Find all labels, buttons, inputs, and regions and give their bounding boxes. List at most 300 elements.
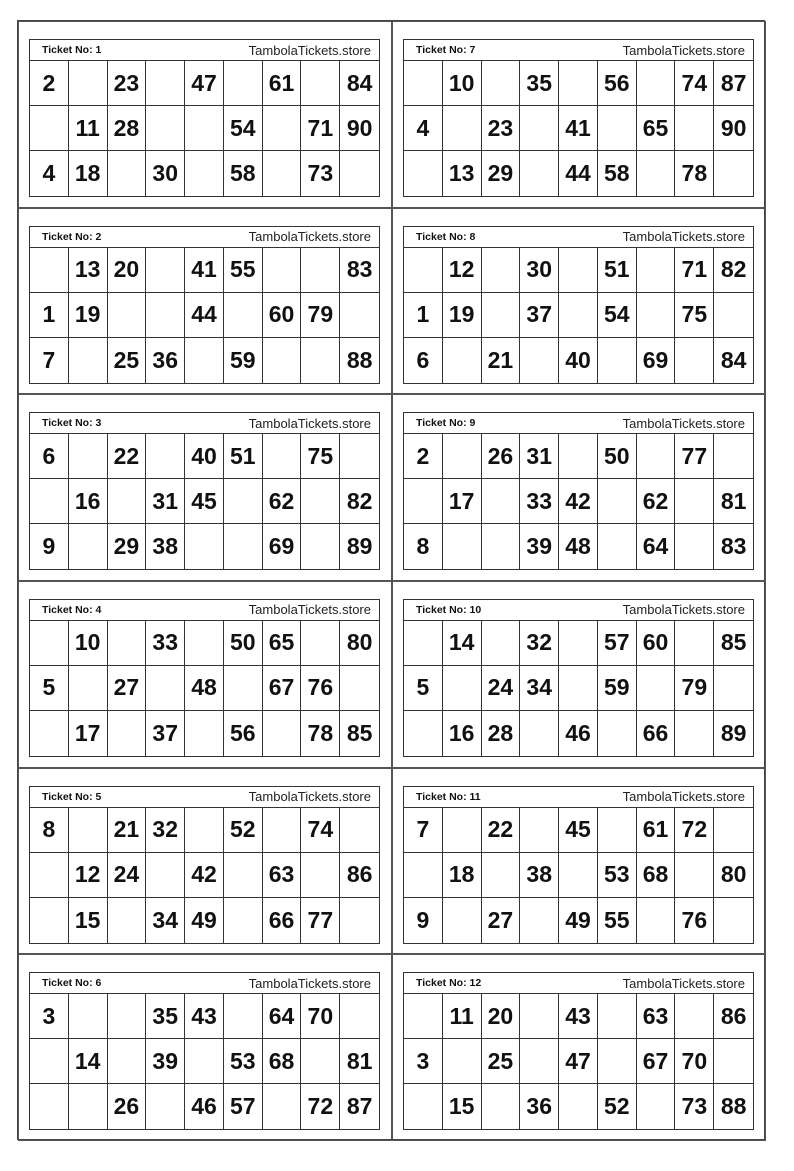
empty-cell — [637, 293, 676, 338]
empty-cell — [263, 248, 302, 293]
number-cell: 29 — [482, 151, 521, 196]
empty-cell — [637, 434, 676, 479]
number-cell: 25 — [108, 338, 147, 383]
number-cell: 82 — [714, 248, 753, 293]
ticket-cell — [392, 21, 766, 208]
number-cell: 67 — [263, 666, 302, 711]
number-cell: 21 — [108, 808, 147, 853]
empty-cell — [482, 621, 521, 666]
empty-cell — [263, 338, 302, 383]
number-cell: 20 — [108, 248, 147, 293]
empty-cell — [301, 1039, 340, 1084]
empty-cell — [146, 1084, 185, 1129]
number-cell: 65 — [263, 621, 302, 666]
number-cell: 26 — [108, 1084, 147, 1129]
ticket-number: Ticket No: 8 — [416, 230, 476, 243]
ticket-cell — [18, 768, 392, 955]
number-cell: 12 — [69, 853, 108, 898]
number-cell: 70 — [675, 1039, 714, 1084]
ticket-header — [404, 600, 753, 621]
empty-cell — [637, 666, 676, 711]
empty-cell — [301, 338, 340, 383]
number-cell: 87 — [714, 61, 753, 106]
number-cell: 23 — [108, 61, 147, 106]
number-cell: 76 — [301, 666, 340, 711]
number-cell: 51 — [224, 434, 263, 479]
ticket-header — [30, 787, 379, 808]
number-cell: 24 — [482, 666, 521, 711]
empty-cell — [301, 524, 340, 569]
ticket-header — [30, 973, 379, 994]
number-cell: 47 — [185, 61, 224, 106]
number-cell: 55 — [598, 898, 637, 943]
empty-cell — [185, 1039, 224, 1084]
number-cell: 43 — [185, 994, 224, 1039]
ticket-grid — [30, 248, 379, 383]
empty-cell — [559, 666, 598, 711]
number-cell: 46 — [185, 1084, 224, 1129]
number-cell: 3 — [30, 994, 69, 1039]
empty-cell — [404, 61, 443, 106]
number-cell: 60 — [637, 621, 676, 666]
number-cell: 84 — [720, 346, 747, 373]
ticket-number: Ticket No: 7 — [416, 44, 476, 56]
empty-cell — [520, 898, 559, 943]
empty-cell — [637, 898, 676, 943]
ticket-header — [404, 40, 753, 61]
empty-cell — [559, 248, 598, 293]
ticket-number: Ticket No: 1 — [42, 44, 102, 56]
empty-cell — [185, 621, 224, 666]
number-cell: 4 — [404, 106, 443, 151]
number-cell: 51 — [598, 248, 637, 293]
number-cell: 39 — [146, 1039, 185, 1084]
number-cell: 29 — [108, 524, 147, 569]
empty-cell — [559, 61, 598, 106]
empty-cell — [340, 151, 379, 196]
ticket-sheet — [17, 20, 765, 1140]
empty-cell — [443, 434, 482, 479]
number-cell: 83 — [720, 533, 747, 560]
number-cell: 31 — [146, 479, 185, 524]
number-cell: 86 — [340, 853, 379, 898]
number-cell: 80 — [714, 853, 753, 898]
number-cell: 67 — [637, 1039, 676, 1084]
ticket-header — [404, 413, 753, 434]
number-cell: 54 — [598, 293, 637, 338]
empty-cell — [598, 711, 637, 756]
empty-cell — [224, 524, 263, 569]
ticket-5 — [29, 786, 380, 944]
empty-cell — [340, 293, 379, 338]
empty-cell — [108, 151, 147, 196]
number-cell: 37 — [520, 293, 559, 338]
number-cell: 61 — [263, 61, 302, 106]
empty-cell — [30, 1039, 69, 1084]
ticket-number: Ticket No: 11 — [416, 790, 481, 803]
ticket-grid — [30, 808, 379, 943]
number-cell: 17 — [443, 479, 482, 524]
ticket-cell — [392, 954, 766, 1141]
number-cell: 83 — [340, 248, 379, 293]
empty-cell — [714, 151, 753, 196]
ticket-cell — [18, 208, 392, 395]
number-cell: 88 — [720, 1093, 747, 1120]
number-cell: 27 — [108, 666, 147, 711]
empty-cell — [520, 808, 559, 853]
number-cell: 77 — [675, 434, 714, 479]
number-cell: 50 — [224, 621, 263, 666]
empty-cell — [301, 853, 340, 898]
ticket-7 — [403, 39, 754, 197]
empty-cell — [404, 479, 443, 524]
number-cell: 52 — [598, 1084, 637, 1129]
empty-cell — [675, 621, 714, 666]
number-cell: 85 — [346, 719, 373, 746]
number-cell: 52 — [224, 808, 263, 853]
empty-cell — [224, 293, 263, 338]
empty-cell — [482, 293, 521, 338]
empty-cell — [224, 479, 263, 524]
empty-cell — [69, 338, 108, 383]
empty-cell — [598, 479, 637, 524]
number-cell: 70 — [301, 994, 340, 1039]
empty-cell — [675, 106, 714, 151]
number-cell: 2 — [30, 61, 69, 106]
empty-cell — [404, 621, 443, 666]
empty-cell — [714, 434, 753, 479]
empty-cell — [482, 479, 521, 524]
brand-label: TambolaTickets.store — [622, 789, 745, 805]
ticket-2 — [29, 226, 380, 384]
number-cell: 19 — [443, 293, 482, 338]
ticket-grid — [30, 434, 379, 569]
number-cell: 44 — [559, 151, 598, 196]
ticket-number: Ticket No: 3 — [42, 417, 102, 430]
number-cell: 33 — [520, 479, 559, 524]
ticket-11 — [403, 786, 754, 944]
ticket-9 — [403, 412, 754, 570]
number-cell: 79 — [301, 293, 340, 338]
ticket-number: Ticket No: 2 — [42, 230, 102, 243]
number-cell: 25 — [482, 1039, 521, 1084]
number-cell: 2 — [404, 434, 443, 479]
number-cell: 64 — [263, 994, 302, 1039]
empty-cell — [482, 853, 521, 898]
empty-cell — [108, 293, 147, 338]
number-cell: 73 — [675, 1084, 714, 1129]
empty-cell — [69, 1084, 108, 1129]
empty-cell — [30, 248, 69, 293]
number-cell: 6 — [404, 338, 443, 383]
number-cell: 21 — [482, 338, 521, 383]
number-cell: 40 — [185, 434, 224, 479]
empty-cell — [443, 106, 482, 151]
ticket-header — [30, 413, 379, 434]
empty-cell — [185, 524, 224, 569]
empty-cell — [263, 808, 302, 853]
empty-cell — [340, 666, 379, 711]
empty-cell — [301, 479, 340, 524]
empty-cell — [637, 248, 676, 293]
empty-cell — [559, 853, 598, 898]
empty-cell — [714, 898, 753, 943]
number-cell: 22 — [108, 434, 147, 479]
number-cell: 11 — [69, 106, 108, 151]
brand-label: TambolaTickets.store — [248, 42, 371, 58]
ticket-header — [30, 40, 379, 61]
ticket-header — [404, 787, 753, 808]
number-cell: 81 — [340, 1039, 379, 1084]
empty-cell — [520, 106, 559, 151]
empty-cell — [714, 666, 753, 711]
number-cell: 61 — [637, 808, 676, 853]
number-cell: 13 — [443, 151, 482, 196]
number-cell: 30 — [146, 151, 185, 196]
ticket-cell — [392, 208, 766, 395]
number-cell: 16 — [443, 711, 482, 756]
number-cell: 78 — [301, 711, 340, 756]
number-cell: 56 — [224, 711, 263, 756]
number-cell: 39 — [520, 524, 559, 569]
number-cell: 57 — [224, 1084, 263, 1129]
number-cell: 53 — [224, 1039, 263, 1084]
number-cell: 5 — [404, 666, 443, 711]
number-cell: 89 — [346, 533, 373, 560]
empty-cell — [263, 151, 302, 196]
empty-cell — [520, 711, 559, 756]
empty-cell — [108, 711, 147, 756]
ticket-number: Ticket No: 12 — [416, 977, 482, 990]
empty-cell — [146, 106, 185, 151]
empty-cell — [69, 994, 108, 1039]
number-cell: 58 — [224, 151, 263, 196]
empty-cell — [520, 994, 559, 1039]
number-cell: 18 — [69, 151, 108, 196]
number-cell: 24 — [108, 853, 147, 898]
empty-cell — [482, 1084, 521, 1129]
number-cell: 71 — [675, 248, 714, 293]
number-cell: 8 — [30, 808, 69, 853]
ticket-3 — [29, 412, 380, 570]
number-cell: 48 — [559, 524, 598, 569]
number-cell: 76 — [675, 898, 714, 943]
ticket-number: Ticket No: 9 — [416, 417, 476, 430]
empty-cell — [675, 853, 714, 898]
number-cell: 34 — [146, 898, 185, 943]
number-cell: 7 — [30, 338, 69, 383]
number-cell: 33 — [146, 621, 185, 666]
number-cell: 49 — [559, 898, 598, 943]
number-cell: 9 — [404, 898, 443, 943]
number-cell: 63 — [263, 853, 302, 898]
empty-cell — [559, 1084, 598, 1129]
empty-cell — [559, 293, 598, 338]
ticket-number: Ticket No: 4 — [42, 603, 102, 616]
number-cell: 23 — [482, 106, 521, 151]
empty-cell — [714, 1039, 753, 1084]
number-cell: 68 — [637, 853, 676, 898]
empty-cell — [598, 524, 637, 569]
number-cell: 86 — [714, 994, 753, 1039]
number-cell: 74 — [675, 61, 714, 106]
ticket-grid — [30, 994, 379, 1129]
empty-cell — [559, 434, 598, 479]
brand-label: TambolaTickets.store — [248, 602, 371, 618]
number-cell: 31 — [520, 434, 559, 479]
ticket-6 — [29, 972, 380, 1130]
number-cell: 9 — [30, 524, 69, 569]
number-cell: 26 — [482, 434, 521, 479]
ticket-8 — [403, 226, 754, 384]
brand-label: TambolaTickets.store — [622, 42, 745, 58]
ticket-grid — [30, 61, 379, 196]
number-cell: 45 — [185, 479, 224, 524]
number-cell: 17 — [69, 711, 108, 756]
number-cell: 60 — [263, 293, 302, 338]
number-cell: 66 — [637, 711, 676, 756]
number-cell: 73 — [301, 151, 340, 196]
empty-cell — [146, 853, 185, 898]
number-cell: 58 — [598, 151, 637, 196]
number-cell: 28 — [482, 711, 521, 756]
empty-cell — [675, 711, 714, 756]
number-cell: 68 — [263, 1039, 302, 1084]
number-cell: 11 — [443, 994, 482, 1039]
brand-label: TambolaTickets.store — [622, 975, 745, 991]
number-cell: 77 — [301, 898, 340, 943]
empty-cell — [443, 524, 482, 569]
number-cell: 38 — [146, 524, 185, 569]
number-cell: 8 — [404, 524, 443, 569]
empty-cell — [69, 808, 108, 853]
ticket-cell — [18, 394, 392, 581]
ticket-1 — [29, 39, 380, 197]
empty-cell — [675, 994, 714, 1039]
empty-cell — [404, 994, 443, 1039]
empty-cell — [714, 293, 753, 338]
number-cell: 42 — [185, 853, 224, 898]
empty-cell — [598, 1039, 637, 1084]
number-cell: 27 — [482, 898, 521, 943]
brand-label: TambolaTickets.store — [622, 415, 745, 431]
empty-cell — [263, 1084, 302, 1129]
empty-cell — [108, 1039, 147, 1084]
number-cell: 48 — [185, 666, 224, 711]
number-cell: 56 — [598, 61, 637, 106]
brand-label: TambolaTickets.store — [248, 229, 371, 245]
empty-cell — [146, 61, 185, 106]
number-cell: 90 — [714, 106, 753, 151]
ticket-grid — [404, 621, 753, 756]
empty-cell — [482, 248, 521, 293]
empty-cell — [340, 898, 379, 943]
number-cell: 4 — [30, 151, 69, 196]
empty-cell — [404, 151, 443, 196]
empty-cell — [108, 994, 147, 1039]
empty-cell — [146, 293, 185, 338]
ticket-grid — [404, 248, 753, 383]
empty-cell — [520, 151, 559, 196]
empty-cell — [30, 853, 69, 898]
brand-label: TambolaTickets.store — [622, 229, 745, 245]
number-cell: 45 — [559, 808, 598, 853]
number-cell: 88 — [346, 346, 373, 373]
empty-cell — [301, 248, 340, 293]
empty-cell — [224, 666, 263, 711]
empty-cell — [263, 106, 302, 151]
empty-cell — [108, 898, 147, 943]
number-cell: 55 — [224, 248, 263, 293]
number-cell: 75 — [301, 434, 340, 479]
empty-cell — [637, 151, 676, 196]
number-cell: 35 — [146, 994, 185, 1039]
ticket-number: Ticket No: 5 — [42, 790, 102, 803]
number-cell: 16 — [69, 479, 108, 524]
empty-cell — [224, 994, 263, 1039]
ticket-grid — [30, 621, 379, 756]
number-cell: 46 — [559, 711, 598, 756]
empty-cell — [30, 898, 69, 943]
empty-cell — [108, 621, 147, 666]
ticket-cell — [18, 581, 392, 768]
number-cell: 36 — [520, 1084, 559, 1129]
number-cell: 7 — [404, 808, 443, 853]
ticket-grid — [404, 434, 753, 569]
number-cell: 80 — [340, 621, 379, 666]
empty-cell — [443, 898, 482, 943]
empty-cell — [224, 61, 263, 106]
empty-cell — [301, 61, 340, 106]
number-cell: 65 — [637, 106, 676, 151]
empty-cell — [301, 621, 340, 666]
brand-label: TambolaTickets.store — [248, 975, 371, 991]
ticket-header — [404, 227, 753, 248]
empty-cell — [69, 61, 108, 106]
ticket-cell — [392, 394, 766, 581]
number-cell: 50 — [598, 434, 637, 479]
number-cell: 42 — [559, 479, 598, 524]
number-cell: 87 — [346, 1093, 373, 1120]
number-cell: 82 — [340, 479, 379, 524]
number-cell: 37 — [146, 711, 185, 756]
empty-cell — [559, 621, 598, 666]
ticket-header — [404, 973, 753, 994]
number-cell: 32 — [520, 621, 559, 666]
number-cell: 10 — [69, 621, 108, 666]
number-cell: 34 — [520, 666, 559, 711]
empty-cell — [185, 151, 224, 196]
empty-cell — [443, 1039, 482, 1084]
empty-cell — [146, 434, 185, 479]
number-cell: 69 — [637, 338, 676, 383]
ticket-number: Ticket No: 10 — [416, 603, 482, 616]
number-cell: 43 — [559, 994, 598, 1039]
empty-cell — [185, 808, 224, 853]
number-cell: 14 — [443, 621, 482, 666]
number-cell: 3 — [404, 1039, 443, 1084]
number-cell: 72 — [675, 808, 714, 853]
empty-cell — [404, 248, 443, 293]
number-cell: 1 — [30, 293, 69, 338]
empty-cell — [185, 711, 224, 756]
number-cell: 49 — [185, 898, 224, 943]
brand-label: TambolaTickets.store — [248, 789, 371, 805]
brand-label: TambolaTickets.store — [248, 415, 371, 431]
empty-cell — [30, 479, 69, 524]
number-cell: 15 — [69, 898, 108, 943]
number-cell: 53 — [598, 853, 637, 898]
